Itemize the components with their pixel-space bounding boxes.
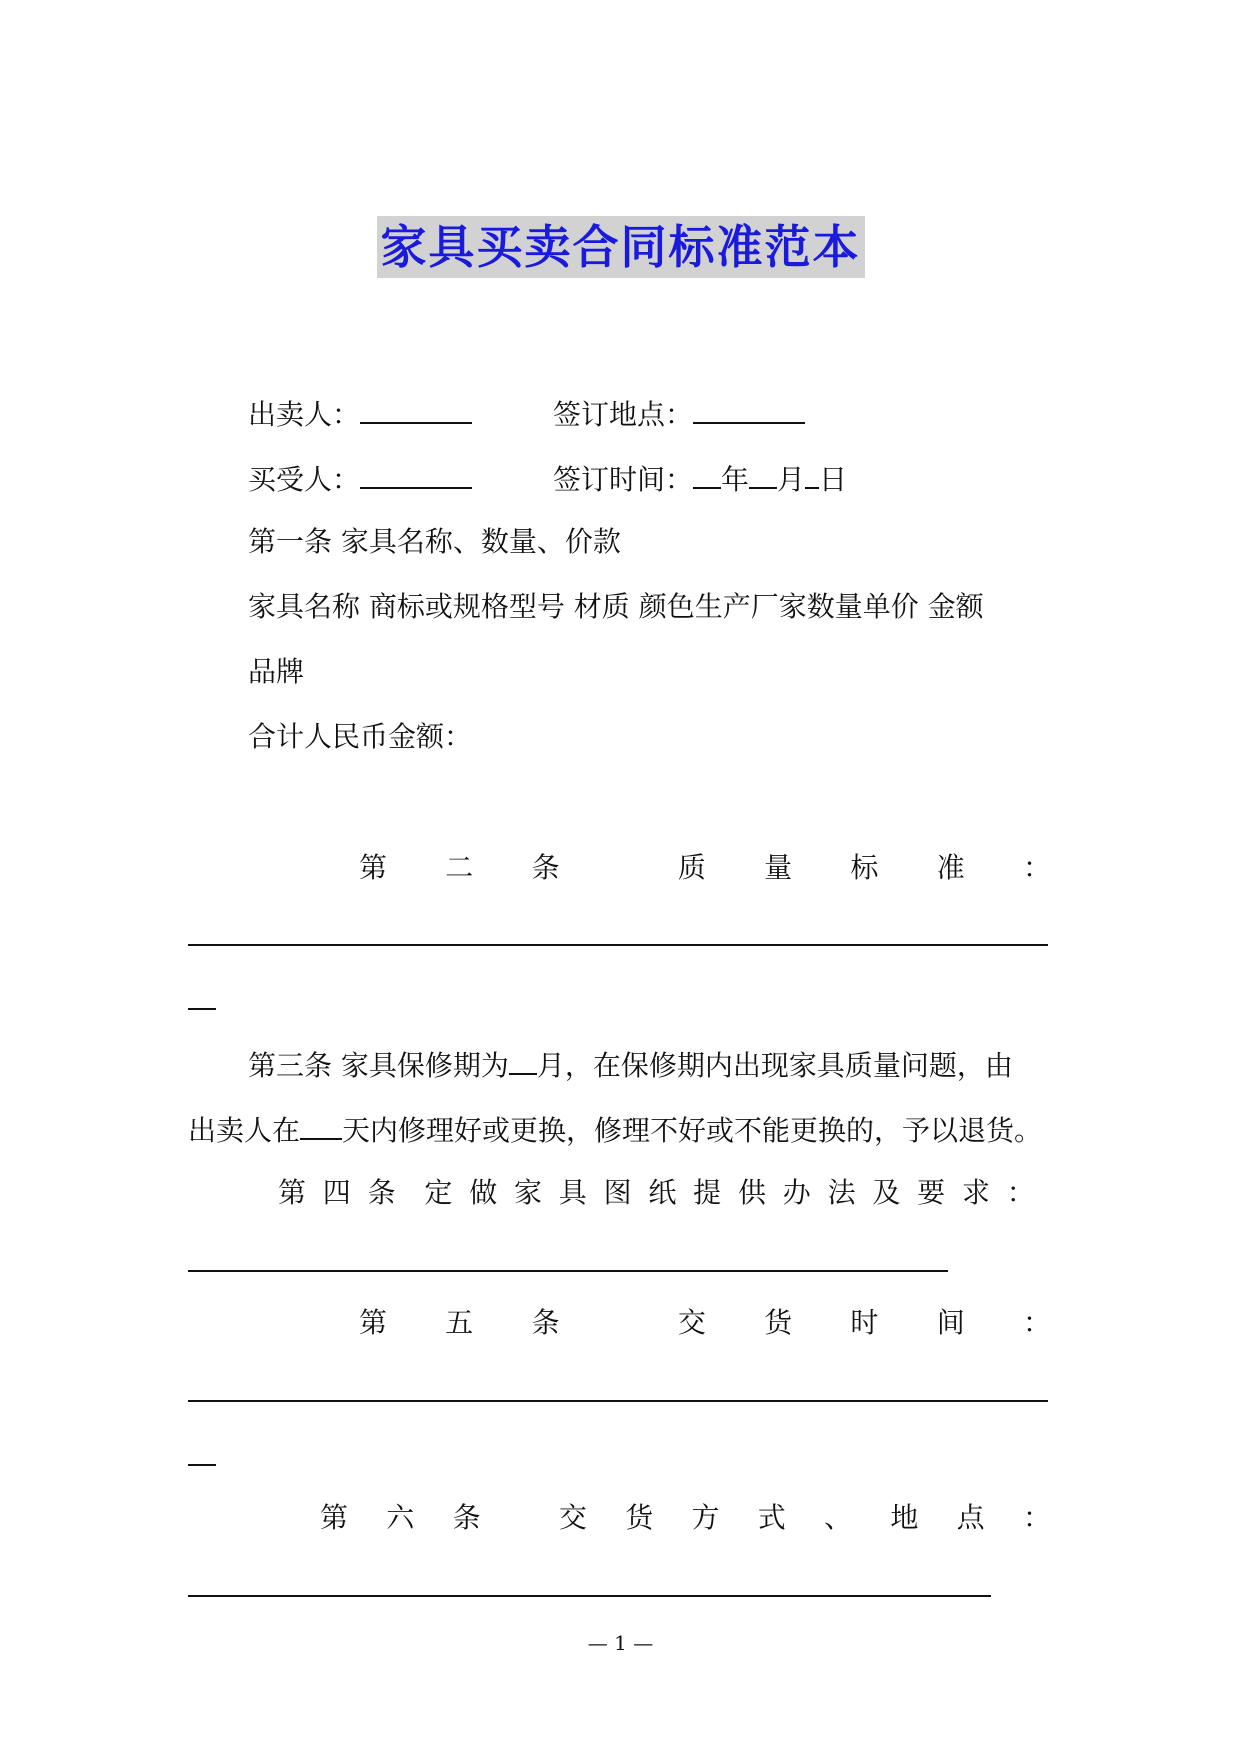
article4-char: 求: [961, 1176, 990, 1209]
article2-char: 质: [677, 851, 706, 884]
sign-place-line: [553, 392, 805, 435]
article1-columns: 家具名称 商标或规格型号 材质 颜色生产厂家数量单价 金额: [248, 590, 984, 623]
article5-char: 间: [936, 1306, 965, 1339]
article4-char: 四: [322, 1176, 351, 1209]
article2-char: 标: [850, 851, 879, 884]
article4-char: ：: [1006, 1176, 1035, 1209]
article2-char: 量: [764, 851, 793, 884]
article2-char: ：: [1022, 851, 1051, 884]
article4-heading: [278, 1173, 1035, 1213]
day-label: 日: [819, 463, 848, 496]
seller-line: [248, 392, 472, 435]
article5-blank-line[interactable]: [188, 1400, 1048, 1402]
sign-time-label: 签订时间：: [553, 463, 694, 496]
article5-heading: [359, 1303, 1051, 1343]
article6-char: 六: [386, 1501, 415, 1534]
article6-char: ：: [1022, 1501, 1051, 1534]
article5-char: 条: [531, 1306, 560, 1339]
article3-text: 天内修理好或更换，修理不好或不能更换的，予以退货。: [342, 1114, 1043, 1147]
repair-days-blank[interactable]: [300, 1108, 342, 1140]
article6-char: 式: [757, 1501, 786, 1534]
article6-char: 交: [558, 1501, 587, 1534]
article4-char: 及: [872, 1176, 901, 1209]
article2-char: 准: [936, 851, 965, 884]
article4-char: 做: [469, 1176, 498, 1209]
article3-line1: [248, 1043, 1013, 1086]
article6-char: 方: [691, 1501, 720, 1534]
article4-char: 提: [693, 1176, 722, 1209]
article6-char: 条: [452, 1501, 481, 1534]
article5-char: 货: [764, 1306, 793, 1339]
article3-text: 出卖人在: [188, 1114, 301, 1147]
article2-char: 第: [359, 851, 388, 884]
article3-text: 月，在保修期内出现家具质量问题，由: [536, 1049, 1013, 1082]
year-label: 年: [721, 463, 750, 496]
article5-char: 五: [445, 1306, 474, 1339]
article2-blank-line-cont[interactable]: [188, 1008, 216, 1010]
article5-char: ：: [1022, 1306, 1051, 1339]
sign-place-label: 签订地点：: [553, 398, 694, 431]
year-blank[interactable]: [693, 457, 721, 489]
buyer-label: 买受人：: [248, 463, 361, 496]
page-number: — 1 —: [587, 1631, 654, 1655]
article2-heading: [359, 848, 1051, 888]
buyer-line: [248, 457, 472, 500]
document-title: 家具买卖合同标准范本: [377, 216, 865, 278]
article6-char: 点: [956, 1501, 985, 1534]
day-blank[interactable]: [805, 457, 819, 489]
article6-char: 货: [625, 1501, 654, 1534]
title-wrap: [0, 216, 1241, 278]
buyer-blank[interactable]: [360, 457, 472, 489]
article4-char: 要: [917, 1176, 946, 1209]
seller-blank[interactable]: [360, 392, 472, 424]
article4-char: 图: [603, 1176, 632, 1209]
article1-columns-cont: 品牌: [248, 655, 305, 688]
article4-char: 条: [367, 1176, 396, 1209]
article5-char: 第: [359, 1306, 388, 1339]
article4-blank-line[interactable]: [188, 1270, 948, 1272]
sign-place-blank[interactable]: [693, 392, 805, 424]
article4-char: 具: [558, 1176, 587, 1209]
article3-text: 第三条 家具保修期为: [248, 1049, 509, 1082]
warranty-months-blank[interactable]: [509, 1043, 537, 1075]
article6-heading: [320, 1498, 1051, 1538]
article4-char: 供: [737, 1176, 766, 1209]
article3-line2: [188, 1108, 1042, 1151]
article2-char: 二: [445, 851, 474, 884]
article4-char: 家: [513, 1176, 542, 1209]
article5-blank-line-cont[interactable]: [188, 1464, 216, 1466]
article4-char: 办: [782, 1176, 811, 1209]
article4-char: 纸: [648, 1176, 677, 1209]
month-blank[interactable]: [749, 457, 777, 489]
article5-char: 时: [850, 1306, 879, 1339]
article4-char: 法: [827, 1176, 856, 1209]
seller-label: 出卖人：: [248, 398, 361, 431]
article4-char: 第: [278, 1176, 307, 1209]
article1-total: 合计人民币金额：: [248, 720, 473, 753]
sign-time-line: [553, 457, 847, 500]
article6-char: 地: [890, 1501, 919, 1534]
article2-char: 条: [531, 851, 560, 884]
article6-blank-line[interactable]: [188, 1595, 991, 1597]
article5-char: 交: [677, 1306, 706, 1339]
month-label: 月: [777, 463, 806, 496]
article6-char: 第: [320, 1501, 349, 1534]
article2-blank-line[interactable]: [188, 944, 1048, 946]
article1-title: 第一条 家具名称、数量、价款: [248, 525, 621, 558]
article6-char: 、: [824, 1501, 853, 1534]
article4-char: 定: [424, 1176, 453, 1209]
